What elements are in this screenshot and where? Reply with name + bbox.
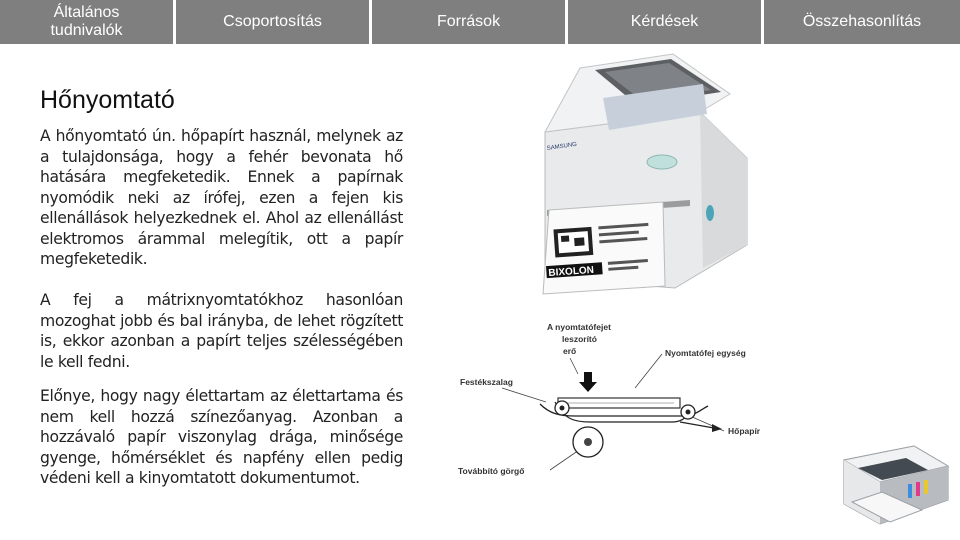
- tab-grouping[interactable]: [176, 0, 369, 44]
- label-brand: BIXOLON: [548, 264, 595, 279]
- paragraph: A hőnyomtató ún. hőpapírt használ, melynek az a tulajdonsága, hogy a fehér bevonata hő hatására megfeketedik. Ennek a papírnak nyomódik neki az írófej, ezen a fejen kis ellenállások helyezkednek el. Ahol az ellenállást elektromos árammal melegítik, ott a papír megfeketedik.: [40, 127, 403, 268]
- label-thermal-paper: Hőpapír: [728, 426, 761, 436]
- tab-label: Összehasonlítás: [802, 13, 922, 30]
- paragraph: Előnye, hogy nagy élettartam az élettartama és nem kell hozzá színezőanyag. Azonban a hozzávaló papír viszonylag drága, minősége gyenge, hőmérséklet és napfény ellen pedig védeni kell a kinyomtatott dokumentumot.: [40, 387, 403, 487]
- tab-label: Csoportosítás: [223, 13, 322, 30]
- printer-brand: SAMSUNG: [546, 141, 578, 152]
- tab-general-info[interactable]: [0, 0, 173, 44]
- label-head-force: A nyomtatófejet: [547, 322, 611, 332]
- label-feed-roller: Továbbító görgő: [458, 466, 525, 476]
- thermal-printer-photo: [525, 50, 760, 300]
- tab-bar: [0, 0, 960, 44]
- label-head-force: leszorító: [562, 334, 597, 344]
- tab-label-line2: tudnivalók: [50, 22, 123, 39]
- label-print-unit: Nyomtatófej egység: [665, 348, 746, 358]
- label-ribbon: Festékszalag: [460, 377, 513, 387]
- tab-label: Források: [436, 13, 501, 30]
- thermal-print-head-diagram: [450, 318, 780, 488]
- paragraph: A fej a mátrixnyomtatókhoz hasonlóan mozoghat jobb és bal irányba, de lehet rögzített is, ekkor azonban a papírt teljes szélességében le kell fedni.: [40, 291, 403, 371]
- tab-label-line1: Általános: [53, 4, 120, 21]
- tab-label: Kérdések: [630, 13, 699, 30]
- page-title: Hőnyomtató: [40, 86, 175, 114]
- tab-comparison[interactable]: [764, 0, 960, 44]
- label-head-force: erő: [563, 346, 577, 356]
- printer-icon: [836, 432, 952, 532]
- tab-questions[interactable]: [568, 0, 761, 44]
- tab-sources[interactable]: [372, 0, 565, 44]
